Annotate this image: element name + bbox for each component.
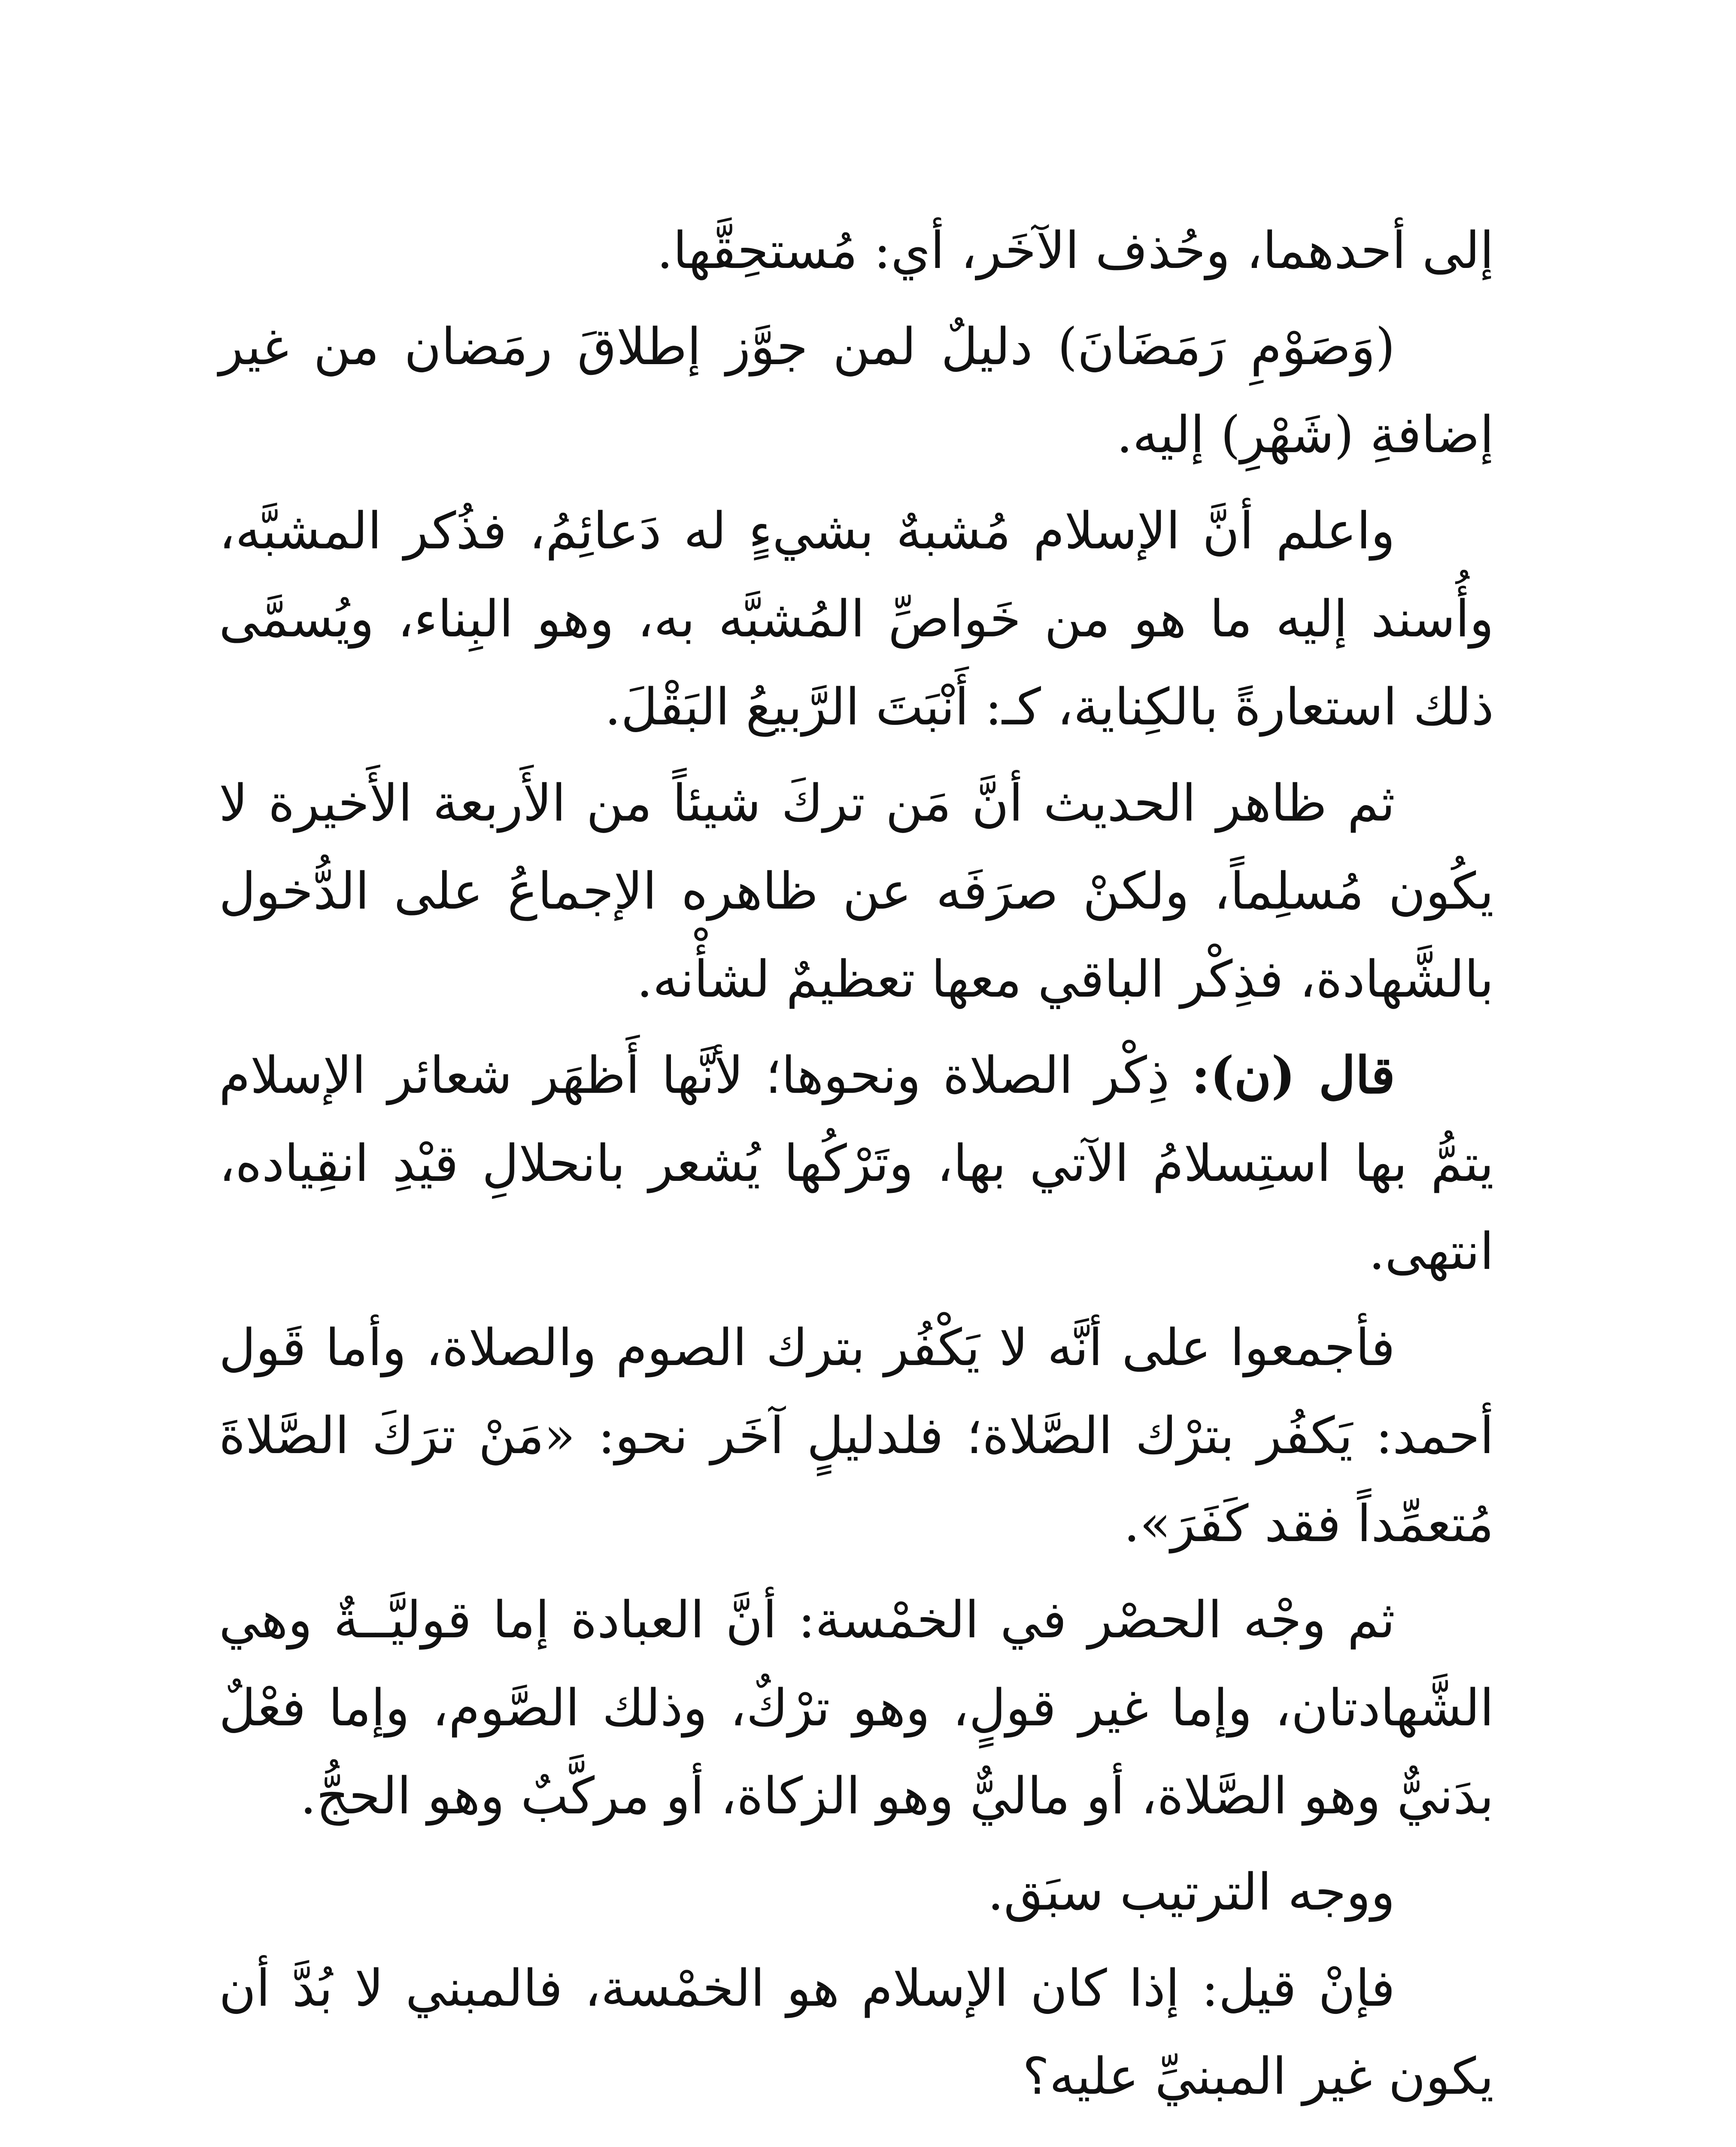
paragraph-text: ذِكْر الصلاة ونحوها؛ لأنَّها أَظهَر شعائر الإسلام يتمُّ بها استِسلامُ الآتي بها، وتَرْكُها يُشعر بانحلالِ قيْدِ انقِياده، انتهى.	[219, 1046, 1494, 1281]
paragraph-4	[219, 759, 1494, 1023]
paragraph-text: ثم وجْه الحصْر في الخمْسة: أنَّ العبادة إما قوليَّــةٌ وهي الشَّهادتان، وإما غير قولٍ، وهو ترْكٌ، وذلك الصَّوم، وإما فعْلٌ بدَنيٌّ وهو الصَّلاة، أو ماليٌّ وهو الزكاة، أو مركَّبٌ وهو الحجُّ.	[219, 1590, 1494, 1825]
paragraph-text: ثم ظاهر الحديث أنَّ مَن تركَ شيئاً من الأَربعة الأَخيرة لا يكُون مُسلِماً، ولكنْ صرَفَه عن ظاهره الإجماعُ على الدُّخول بالشَّهادة، فذِكْر الباقي معها تعظيمٌ لشأْنه.	[219, 773, 1494, 1009]
paragraph-text: ووجه الترتيب سبَق.	[987, 1862, 1395, 1922]
paragraph-2	[219, 302, 1494, 479]
paragraph-3	[219, 487, 1494, 751]
paragraph-text: فأجمعوا على أنَّه لا يَكْفُر بترك الصوم والصلاة، وأما قَول أحمد: يَكفُر بترْك الصَّلاة؛ فلدليلٍ آخَر نحو: «مَنْ ترَكَ الصَّلاةَ مُتعمِّداً فقد كَفَرَ».	[219, 1318, 1494, 1553]
paragraph-text: إلى أحدهما، وحُذف الآخَر، أي: مُستحِقَّها.	[657, 221, 1494, 280]
paragraph-5	[219, 1031, 1494, 1295]
paragraph-lead: قال (ن):	[1191, 1045, 1395, 1105]
paragraph-text: واعلم أنَّ الإسلام مُشبهٌ بشيءٍ له دَعائِمُ، فذُكر المشبَّه، وأُسند إليه ما هو من خَواصِّ المُشبَّه به، وهو البِناء، ويُسمَّى ذلك استعارةً بالكِناية، كـ: أَنْبَتَ الرَّبيعُ البَقْلَ.	[219, 501, 1494, 736]
paragraph-8	[219, 1848, 1494, 1936]
paragraph-6	[219, 1303, 1494, 1568]
paragraph-1	[219, 206, 1494, 295]
main-text	[219, 206, 1494, 2128]
paragraph-7	[219, 1575, 1494, 1840]
paragraph-text: فإنْ قيل: إذا كان الإسلام هو الخمْسة، فالمبني لا بُدَّ أن يكون غير المبنيِّ عليه؟	[219, 1958, 1494, 2106]
paragraph-9	[219, 1944, 1494, 2120]
paragraph-text: (وَصَوْمِ رَمَضَانَ) دليلٌ لمن جوَّز إطلاقَ رمَضان من غير إضافةِ (شَهْرِ) إليه.	[219, 317, 1494, 464]
